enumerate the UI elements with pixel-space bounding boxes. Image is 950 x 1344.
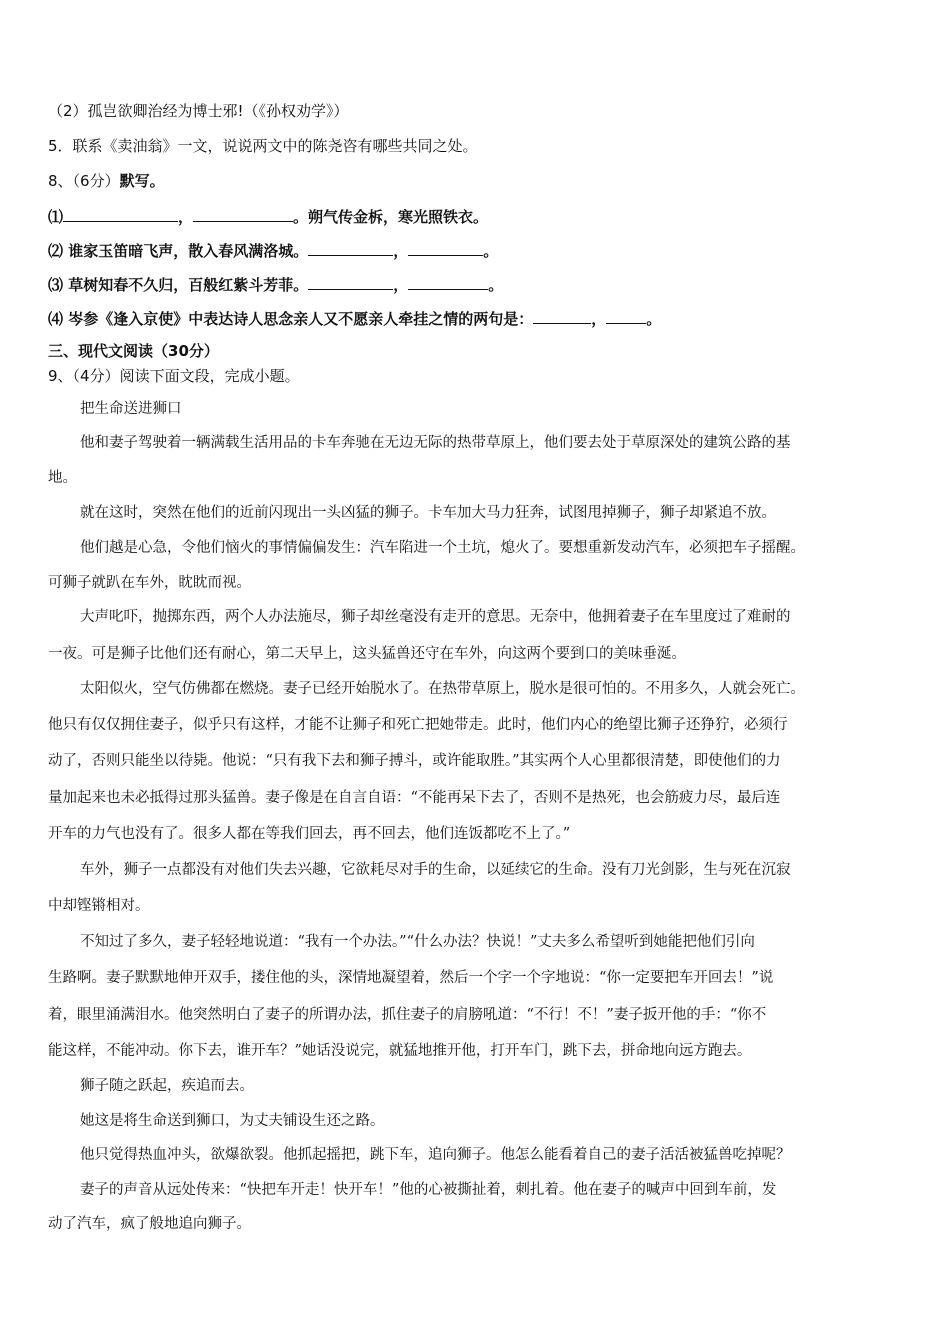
question-8-heading xyxy=(48,171,908,191)
article-line: 中却铿锵相对。 xyxy=(48,898,150,914)
item2-separator: ， xyxy=(393,242,409,260)
article-line: 妻子的声音从远处传来：“快把车开走！快开车！”他的心被撕扯着，刺扎着。他在妻子的喊声中回到车前，发 xyxy=(80,1182,777,1198)
item2-end: 。 xyxy=(483,242,499,260)
article-line: 地。 xyxy=(48,470,77,486)
recitation-item-4 xyxy=(48,308,908,329)
article-line: 动了，否则只能坐以待毙。他说：“只有我下去和狮子搏斗，或许能取胜。”其实两个人心里都很清楚，即使他们的力 xyxy=(48,753,781,769)
fill-blank-1b[interactable] xyxy=(193,206,293,222)
article-line: 他们越是心急，令他们恼火的事情偏偏发生：汽车陷进一个土坑，熄火了。要想重新发动汽车，必须把车子摇醒。 xyxy=(80,540,805,556)
item1-tail: 。朔气传金柝，寒光照铁衣。 xyxy=(293,208,489,226)
item3-separator: ， xyxy=(393,276,409,294)
article-line: 大声叱吓，抛掷东西，两个人办法施尽，狮子却丝毫没有走开的意思。无奈中，他拥着妻子在车里度过了难耐的 xyxy=(80,609,791,625)
recitation-item-1 xyxy=(48,206,908,227)
fill-blank-4b[interactable] xyxy=(606,308,646,324)
question-8-title: 默写。 xyxy=(119,172,165,190)
article-line: 他和妻子驾驶着一辆满载生活用品的卡车奔驰在无边无际的热带草原上，他们要去处于草原深处的建筑公路的基 xyxy=(80,435,791,451)
article-line: 太阳似火，空气仿佛都在燃烧。妻子已经开始脱水了。在热带草原上，脱水是很可怕的。不用多久，人就会死亡。 xyxy=(80,681,805,697)
item4-separator: ， xyxy=(591,310,607,328)
question-4-subitem-2: （2）孤岂欲卿治经为博士邪!（《孙权劝学》） xyxy=(48,102,349,120)
item3-end: 。 xyxy=(488,276,504,294)
article-line: 她这是将生命送到狮口，为丈夫铺设生还之路。 xyxy=(80,1113,385,1129)
fill-blank-4a[interactable] xyxy=(533,308,591,324)
article-line: 能这样，不能冲动。你下去，谁开车？”她话没说完，就猛地推开他，打开车门，跳下去，拼命地向远方跑去。 xyxy=(48,1043,752,1059)
item3-text: ⑶ 草树知春不久归，百般红紫斗芳菲。 xyxy=(48,276,309,294)
article-line: 可狮子就趴在车外，眈眈而视。 xyxy=(48,575,251,591)
article-line: 生路啊。妻子默默地伸开双手，搂住他的头，深情地凝望着，然后一个字一个字地说：“你一定要把车开回去！”说 xyxy=(48,970,774,986)
article-line: 开车的力气也没有了。很多人都在等我们回去，再不回去，他们连饭都吃不上了。” xyxy=(48,826,571,842)
question-9-instruction: 9、（4分）阅读下面文段，完成小题。 xyxy=(48,367,300,385)
item1-separator: ， xyxy=(178,208,194,226)
fill-blank-3b[interactable] xyxy=(408,274,488,290)
article-line: 动了汽车，疯了般地追向狮子。 xyxy=(48,1216,251,1232)
fill-blank-2a[interactable] xyxy=(308,240,393,256)
question-8-number: 8、（6分） xyxy=(48,172,120,190)
recitation-item-2 xyxy=(48,240,908,261)
article-line: 着，眼里涌满泪水。他突然明白了妻子的所谓办法，抓住妻子的肩膀吼道：“不行！不！”妻子扳开他的手：“你不 xyxy=(48,1007,767,1023)
article-line: 车外，狮子一点都没有对他们失去兴趣，它欲耗尽对手的生命，以延续它的生命。没有刀光剑影，生与死在沉寂 xyxy=(80,862,791,878)
question-5: 5．联系《卖油翁》一文，说说两文中的陈尧咨有哪些共同之处。 xyxy=(48,137,478,155)
fill-blank-3a[interactable] xyxy=(308,274,393,290)
article-line: 就在这时，突然在他们的近前闪现出一头凶猛的狮子。卡车加大马力狂奔，试图甩掉狮子，狮子却紧追不放。 xyxy=(80,505,776,521)
item4-end: 。 xyxy=(646,310,662,328)
fill-blank-2b[interactable] xyxy=(408,240,483,256)
article-line: 他只觉得热血冲头，欲爆欲裂。他抓起摇把，跳下车，追向狮子。他怎么能看着自己的妻子活活被猛兽吃掉呢？ xyxy=(80,1147,791,1163)
article-line: 狮子随之跃起，疾追而去。 xyxy=(80,1078,254,1094)
recitation-item-3 xyxy=(48,274,908,295)
item2-text: ⑵ 谁家玉笛暗飞声，散入春风满洛城。 xyxy=(48,242,309,260)
fill-blank-1a[interactable] xyxy=(63,206,178,222)
article-line: 他只有仅仅拥住妻子，似乎只有这样，才能不让狮子和死亡把她带走。此时，他们内心的绝望比狮子还狰狞，必须行 xyxy=(48,717,788,733)
article-line: 一夜。可是狮子比他们还有耐心，第二天早上，这头猛兽还守在车外，向这两个要到口的美味垂涎。 xyxy=(48,646,686,662)
section-3-heading: 三、现代文阅读（30分） xyxy=(48,342,219,360)
article-line: 量加起来也未必抵得过那头猛兽。妻子像是在自言自语：“不能再呆下去了，否则不是热死，也会筋疲力尽，最后连 xyxy=(48,790,781,806)
article-line: 不知过了多久，妻子轻轻地说道：“我有一个办法。”“什么办法？快说！”丈夫多么希望听到她能把他们引向 xyxy=(80,934,755,950)
item4-text: ⑷ 岑参《逢入京使》中表达诗人思念亲人又不愿亲人牵挂之情的两句是： xyxy=(48,310,534,328)
article-title: 把生命送进狮口 xyxy=(80,401,182,417)
item1-label: ⑴ xyxy=(48,208,64,226)
